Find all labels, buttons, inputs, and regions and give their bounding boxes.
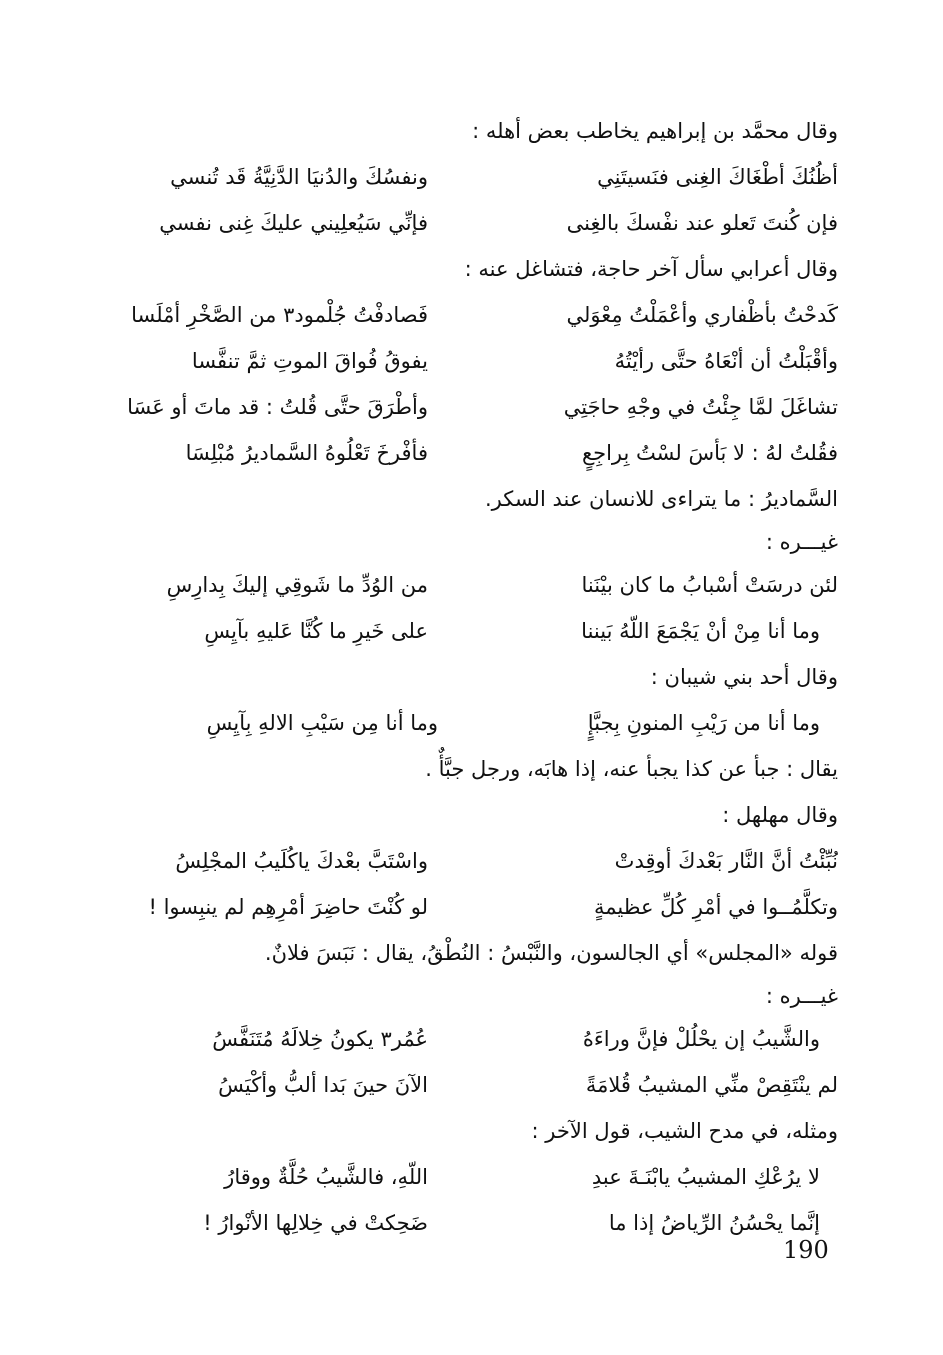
verse-line	[70, 838, 838, 884]
verse-first-hemistich: لا يرُعْكِ المشيبُ يابْنَـةَ عبدِ	[591, 1165, 820, 1189]
verse-line	[70, 700, 838, 746]
verse-first-hemistich: أظُنُكَ أطْغَاكَ الغِنى فنَسيتَنِي	[597, 165, 838, 189]
verse-line	[70, 154, 838, 200]
verse-second-hemistich: فإنِّي سَيُعلِيني عليكَ غِنى نفسي	[159, 211, 428, 235]
verse-second-hemistich: فأفْرخَ تَعْلُوهُ السَّماديرُ مُبْلِسَا	[185, 441, 428, 465]
verse-line	[70, 292, 838, 338]
verse-first-hemistich: وأقْبَلْتُ أن أنْعَاهُ حتَّى رأيْتُهُ	[614, 349, 838, 373]
verse-line	[70, 1062, 838, 1108]
verse-first-hemistich: فإن كُنتَ تَعلو عند نفْسكَ بالغِنى	[566, 211, 838, 235]
prose-line: يقال : جبأ عن كذا يجبأ عنه، إذا هابَه، ورجل جبَّأٌ .	[425, 757, 838, 781]
page-body	[70, 108, 838, 1246]
prose-line: غيـــره :	[765, 984, 838, 1008]
verse-line	[70, 562, 838, 608]
prose-line: وقال مهلهل :	[722, 803, 838, 827]
verse-second-hemistich: من الوُدِّ ما شَوقِي إليكَ بِدارِسِ	[166, 573, 428, 597]
verse-line	[70, 384, 838, 430]
verse-line	[70, 608, 838, 654]
verse-first-hemistich: فقُلتُ لهُ : لا بَأسَ لسْتُ بِراجِعٍ	[581, 441, 838, 465]
prose-line: وقال أعرابي سأل آخر حاجة، فتشاغل عنه :	[464, 257, 838, 281]
verse-line	[70, 1016, 838, 1062]
verse-first-hemistich: إنَّما يحْسُنُ الرِّياضُ إذا ما	[608, 1211, 820, 1235]
verse-second-hemistich: الآنَ حينَ بَدا ألبُّ وأكْيَسُ	[218, 1073, 428, 1097]
verse-line	[70, 1154, 838, 1200]
prose-line: ومثله، في مدح الشيب، قول الآخر :	[531, 1119, 838, 1143]
prose-line: وقال أحد بني شيبان :	[650, 665, 838, 689]
verse-line	[70, 430, 838, 476]
verse-second-hemistich: لو كُنْتَ حاضِرَ أمْرِهِم لم ينبِسوا !	[148, 895, 428, 919]
verse-first-hemistich: نُبِّئْتُ أنَّ النَّار بَعْدكَ أوقِدتْ	[614, 849, 838, 873]
prose-line: وقال محمَّد بن إبراهيم يخاطب بعض أهله :	[472, 119, 838, 143]
verse-second-hemistich: على خَيرِ ما كُنَّا عَليهِ بآيِسِ	[204, 619, 428, 643]
verse-second-hemistich: يفوقُ فُواقَ الموتِ ثمَّ تنفَّسا	[191, 349, 428, 373]
verse-second-hemistich: وما أنا مِن سَيْبِ الالهِ بِآيِسِ	[206, 711, 438, 735]
verse-second-hemistich: اللّهِ، فالشَّيبُ حُلَّةٌ ووقارُ	[224, 1165, 428, 1189]
verse-first-hemistich: كَدحْتُ بأظْفاري وأعْمَلْتُ مِعْوَلي	[566, 303, 838, 327]
verse-line	[70, 200, 838, 246]
verse-second-hemistich: فَصادفْتُ جُلْمود٣ من الصَّخْرِ أمْلَسا	[131, 303, 428, 327]
verse-first-hemistich: وما أنا مِنْ أنْ يَجْمَعَ اللّهُ بَيننا	[581, 619, 820, 643]
verse-second-hemistich: وأطْرَقَ حتَّى قُلتُ : قد ماتَ أو عَسَا	[127, 395, 428, 419]
verse-first-hemistich: والشَّيبُ إن يحْلُلْ فإنَّ وراءَهُ	[582, 1027, 820, 1051]
verse-first-hemistich: وتكلَّمُــوا في أمْرِ كُلِّ عظيمةٍ	[594, 895, 838, 919]
verse-line	[70, 338, 838, 384]
verse-first-hemistich: لم ينْتَقِصْ منِّي المشيبُ قُلامَةً	[585, 1073, 838, 1097]
verse-first-hemistich: وما أنا من رَيْبِ المنونِ بِجبَّإٍ	[587, 711, 820, 735]
verse-line	[70, 884, 838, 930]
page-number: 190	[783, 1236, 829, 1264]
verse-second-hemistich: عُمُر٣ يكونُ خِلالَهُ مُتَنَفَّسُ	[212, 1027, 428, 1051]
prose-line: غيـــره :	[765, 530, 838, 554]
verse-line	[70, 1200, 838, 1246]
verse-first-hemistich: تشاغَلَ لمَّا جِئْتُ في وجْهِ حاجَتِي	[563, 395, 838, 419]
verse-first-hemistich: لئن درسَتْ أسْبابُ ما كان بيْنَنا	[581, 573, 838, 597]
prose-line: قوله «المجلس» أي الجالسون، والنَّبْسُ : النُطْقُ، يقال : نَبَسَ فلانٌ.	[264, 941, 838, 965]
prose-line: السَّماديرُ : ما يتراءى للانسان عند السكر.	[484, 487, 838, 511]
verse-second-hemistich: واسْتَبَّ بعْدكَ ياكُلَيبُ المجْلِسُ	[175, 849, 428, 873]
verse-second-hemistich: ضَحِكتْ في خِلالِها الأنْوارُ !	[203, 1211, 428, 1235]
verse-second-hemistich: ونفسُكَ والدُنيَا الدَّنِيَّةُ قَد تُنسي	[170, 165, 428, 189]
